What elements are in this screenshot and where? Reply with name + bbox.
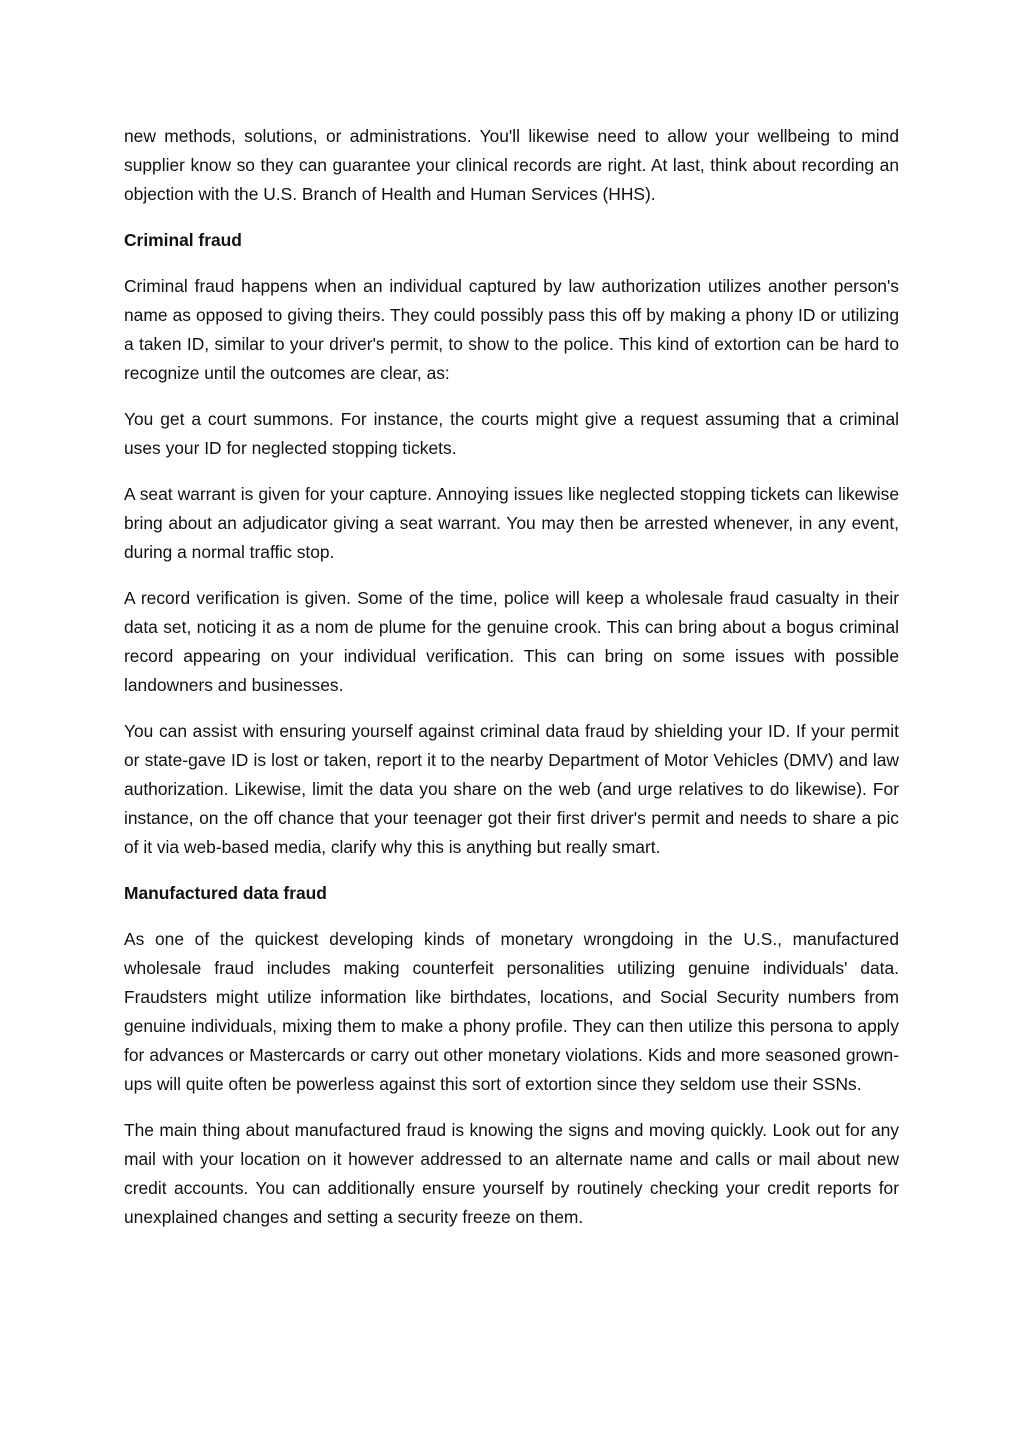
paragraph-criminal-intro: Criminal fraud happens when an individual captured by law authorization utilizes another person's name as opposed to giving theirs. They could possibly pass this off by making a phony ID or utilizing a taken ID, similar to your driver's permit, to show to the police. This kind of extortion can be hard to recognize until the outcomes are clear, as: — [124, 276, 899, 383]
paragraph-record-verification: A record verification is given. Some of the time, police will keep a wholesale fraud casualty in their data set, noticing it as a nom de plume for the genuine crook. This can bring about a bogus criminal record appearing on your individual verification. This can bring on some issues with possible landowners and businesses. — [124, 588, 899, 695]
paragraph-protect-id: You can assist with ensuring yourself against criminal data fraud by shielding your ID. If your permit or state-gave ID is lost or taken, report it to the nearby Department of Motor Vehicles (DMV) and law authorization. Likewise, limit the data you share on the web (and urge relatives to do likewise). For instance, on the off chance that your teenager got their first driver's permit and needs to share a pic of it via web-based media, clarify why this is anything but really smart. — [124, 721, 899, 857]
paragraph-manufactured-intro: As one of the quickest developing kinds of monetary wrongdoing in the U.S., manufactured wholesale fraud includes making counterfeit personalities utilizing genuine individuals' data. Fraudsters might utilize information like birthdates, locations, and Social Security numbers from genuine individuals, mixing them to make a phony profile. They can then utilize this persona to apply for advances or Mastercards or carry out other monetary violations. Kids and more seasoned grown-ups will quite often be powerless against this sort of extortion since they seldom use their SSNs. — [124, 929, 899, 1094]
paragraph-court-summons: You get a court summons. For instance, the courts might give a request assuming that a criminal uses your ID for neglected stopping tickets. — [124, 409, 899, 458]
document-page — [124, 122, 899, 1249]
paragraph-manufactured-signs: The main thing about manufactured fraud is knowing the signs and moving quickly. Look out for any mail with your location on it however addressed to an alternate name and calls or mail about new credit accounts. You can additionally ensure yourself by routinely checking your credit reports for unexplained changes and setting a security freeze on them. — [124, 1120, 899, 1227]
heading-manufactured-fraud: Manufactured data fraud — [124, 883, 327, 903]
heading-criminal-fraud: Criminal fraud — [124, 230, 242, 250]
paragraph-seat-warrant: A seat warrant is given for your capture. Annoying issues like neglected stopping tickets can likewise bring about an adjudicator giving a seat warrant. You may then be arrested whenever, in any event, during a normal traffic stop. — [124, 484, 899, 562]
paragraph-health-records: new methods, solutions, or administrations. You'll likewise need to allow your wellbeing to mind supplier know so they can guarantee your clinical records are right. At last, think about recording an objection with the U.S. Branch of Health and Human Services (HHS). — [124, 126, 899, 204]
